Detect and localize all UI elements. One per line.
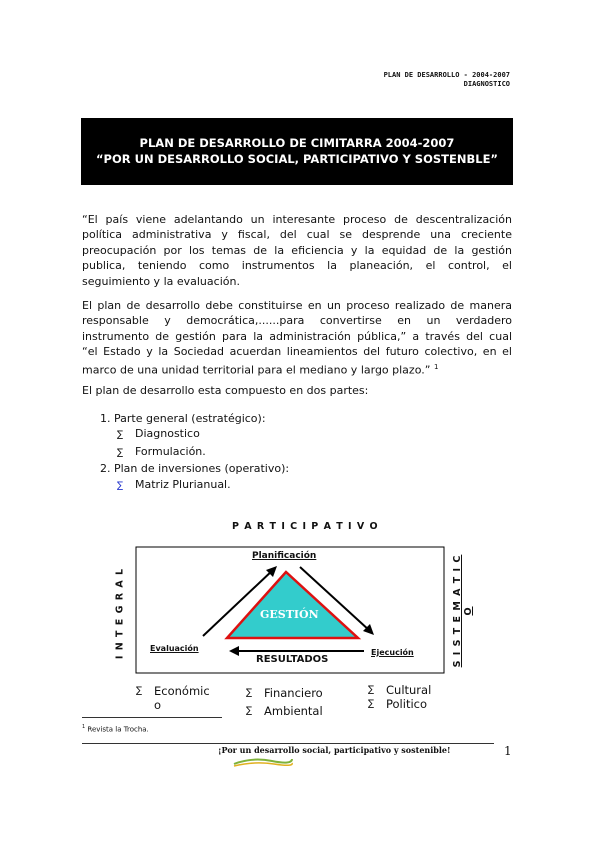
label-participativo: P A R T I C I P A T I V O	[232, 521, 379, 532]
header-section: DIAGNOSTICO	[463, 79, 510, 88]
text-line: responsable y democrática,......para convertirse en un verdadero	[82, 314, 512, 328]
header-title: PLAN DE DESARROLLO - 2004-2007	[383, 71, 510, 79]
list-subitem-label: Diagnostico	[135, 427, 200, 441]
category-label: Cultural	[386, 683, 432, 697]
text-line: “El país viene adelantando un interesante proceso de descentralización	[82, 213, 512, 226]
sigma-bullet-icon: ∑	[368, 699, 375, 709]
label-sistematico: S I S T E M A T I C O	[452, 554, 474, 668]
sigma-bullet-icon: ∑	[246, 688, 253, 698]
footnote-separator	[82, 717, 222, 718]
label-gestion: GESTIÓN	[260, 608, 319, 621]
category-item	[368, 683, 431, 697]
category-label	[154, 684, 210, 712]
category-item	[368, 697, 431, 711]
list-subitem-label: Matriz Plurianual.	[135, 477, 231, 491]
category-label: Ambiental	[264, 704, 323, 718]
sigma-bullet-icon: ∑	[117, 480, 124, 491]
sigma-bullet-icon: ∑	[117, 447, 124, 458]
category-label: Financiero	[264, 686, 323, 700]
category-item	[246, 686, 323, 700]
footnote-text: Revista la Trocha.	[87, 725, 149, 734]
banner-subtitle: “POR UN DESARROLLO SOCIAL, PARTICIPATIVO Y SOSTENBLE”	[95, 152, 498, 166]
footer-rule	[82, 743, 494, 744]
label-integral: I N T E G R A L	[114, 567, 126, 660]
sigma-bullet-icon: ∑	[368, 685, 375, 695]
text-line: política administrativa y fiscal, del cual se desprende una creciente	[82, 228, 512, 242]
list-item: 1. Parte general (estratégico):	[100, 412, 266, 425]
page-number: 1	[504, 744, 512, 758]
footnote-marker: 1	[433, 362, 439, 371]
paragraph-3: El plan de desarrollo esta compuesto en dos partes:	[82, 384, 369, 397]
category-cultural-politico	[368, 683, 431, 711]
label-planificacion: Planificación	[252, 551, 317, 561]
footnote-number: 1	[82, 724, 86, 730]
footer-slogan: ¡Por un desarrollo social, participativo y sostenible!	[218, 745, 451, 755]
category-label-line: Económic	[154, 684, 210, 698]
category-economico	[136, 684, 210, 712]
category-label-line: o	[154, 698, 162, 712]
text-line: El plan de desarrollo debe constituirse en un proceso realizado de manera	[82, 299, 512, 312]
footnote	[82, 724, 149, 733]
label-evaluacion: Evaluación	[150, 644, 199, 653]
category-item	[246, 704, 323, 718]
text-line-content: marco de una unidad territorial para el mediano y largo plazo.”	[82, 363, 431, 377]
text-line: “el Estado y la Sociedad acuerdan lineamientos del futuro colectivo, en el	[82, 345, 512, 359]
category-label: Politico	[386, 697, 428, 711]
text-line: seguimiento y la evaluación.	[82, 274, 240, 288]
list-item: 2. Plan de inversiones (operativo):	[100, 462, 290, 476]
sigma-bullet-icon: ∑	[136, 686, 143, 696]
municipality-logo-icon	[232, 755, 294, 767]
sigma-bullet-icon: ∑	[246, 706, 253, 716]
label-ejecucion: Ejecución	[371, 648, 414, 657]
list-subitem-label: Formulación.	[135, 444, 206, 458]
banner-title: PLAN DE DESARROLLO DE CIMITARRA 2004-2007	[139, 136, 455, 150]
text-line: instrumento de gestión para la administración pública,” a través del cual	[82, 329, 512, 343]
category-financiero-ambiental	[246, 686, 323, 718]
text-line: publica, teniendo como instrumentos la planeación, el control, el	[82, 259, 512, 273]
sigma-bullet-icon: ∑	[117, 430, 124, 441]
label-resultados: RESULTADOS	[256, 654, 329, 665]
text-line: preocupación por los temas de la eficiencia y la equidad de la gestión	[82, 243, 512, 257]
